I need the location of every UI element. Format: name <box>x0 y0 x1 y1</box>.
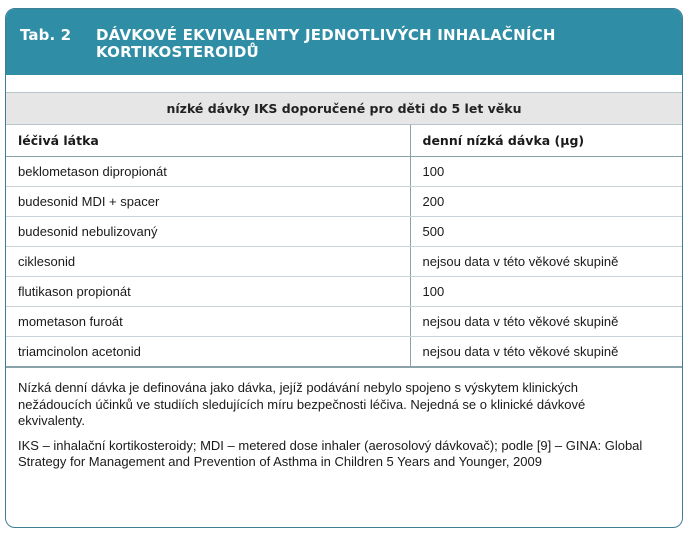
cell-substance: triamcinolon acetonid <box>6 337 410 368</box>
column-header-dose: denní nízká dávka (µg) <box>410 125 682 157</box>
table-row <box>6 337 682 368</box>
cell-dose: 500 <box>410 217 682 247</box>
dose-table <box>6 125 682 368</box>
table-notes <box>6 368 682 471</box>
table-row <box>6 277 682 307</box>
note-abbreviations: IKS – inhalační kortikosteroidy; MDI – metered dose inhaler (aerosolový dávkovač); podle [9] – GINA: Global Strategy for Management and Prevention of Asthma in Children 5 Years and Younger, 2009 <box>18 437 643 469</box>
table-row <box>6 187 682 217</box>
table-row <box>6 247 682 277</box>
cell-dose: 200 <box>410 187 682 217</box>
cell-substance: ciklesonid <box>6 247 410 277</box>
table-header <box>6 9 682 75</box>
table-row <box>6 307 682 337</box>
cell-substance: mometason furoát <box>6 307 410 337</box>
cell-substance: flutikason propionát <box>6 277 410 307</box>
tab-label: Tab. 2 <box>20 26 72 44</box>
cell-dose: nejsou data v této věkové skupině <box>410 307 682 337</box>
table-title: DÁVKOVÉ EKVIVALENTY JEDNOTLIVÝCH INHALAČNÍCH KORTIKOSTEROIDŮ <box>96 26 556 61</box>
table-row <box>6 157 682 187</box>
cell-dose: nejsou data v této věkové skupině <box>410 247 682 277</box>
note-definition: Nízká denní dávka je definována jako dávka, jejíž podávání nebylo spojeno s výskytem klinických nežádoucích účinků ve studiích sledujících míru bezpečnosti léčiva. Nejedná se o klinické dávkové ekvivalenty. <box>18 380 586 428</box>
cell-dose: 100 <box>410 157 682 187</box>
table-header-row <box>6 125 682 157</box>
column-header-substance: léčivá látka <box>6 125 410 157</box>
cell-dose: nejsou data v této věkové skupině <box>410 337 682 368</box>
cell-substance: budesonid nebulizovaný <box>6 217 410 247</box>
subtitle-band: nízké dávky IKS doporučené pro děti do 5 let věku <box>6 92 682 125</box>
cell-dose: 100 <box>410 277 682 307</box>
cell-substance: budesonid MDI + spacer <box>6 187 410 217</box>
cell-substance: beklometason dipropionát <box>6 157 410 187</box>
table-frame <box>5 8 683 528</box>
table-row <box>6 217 682 247</box>
